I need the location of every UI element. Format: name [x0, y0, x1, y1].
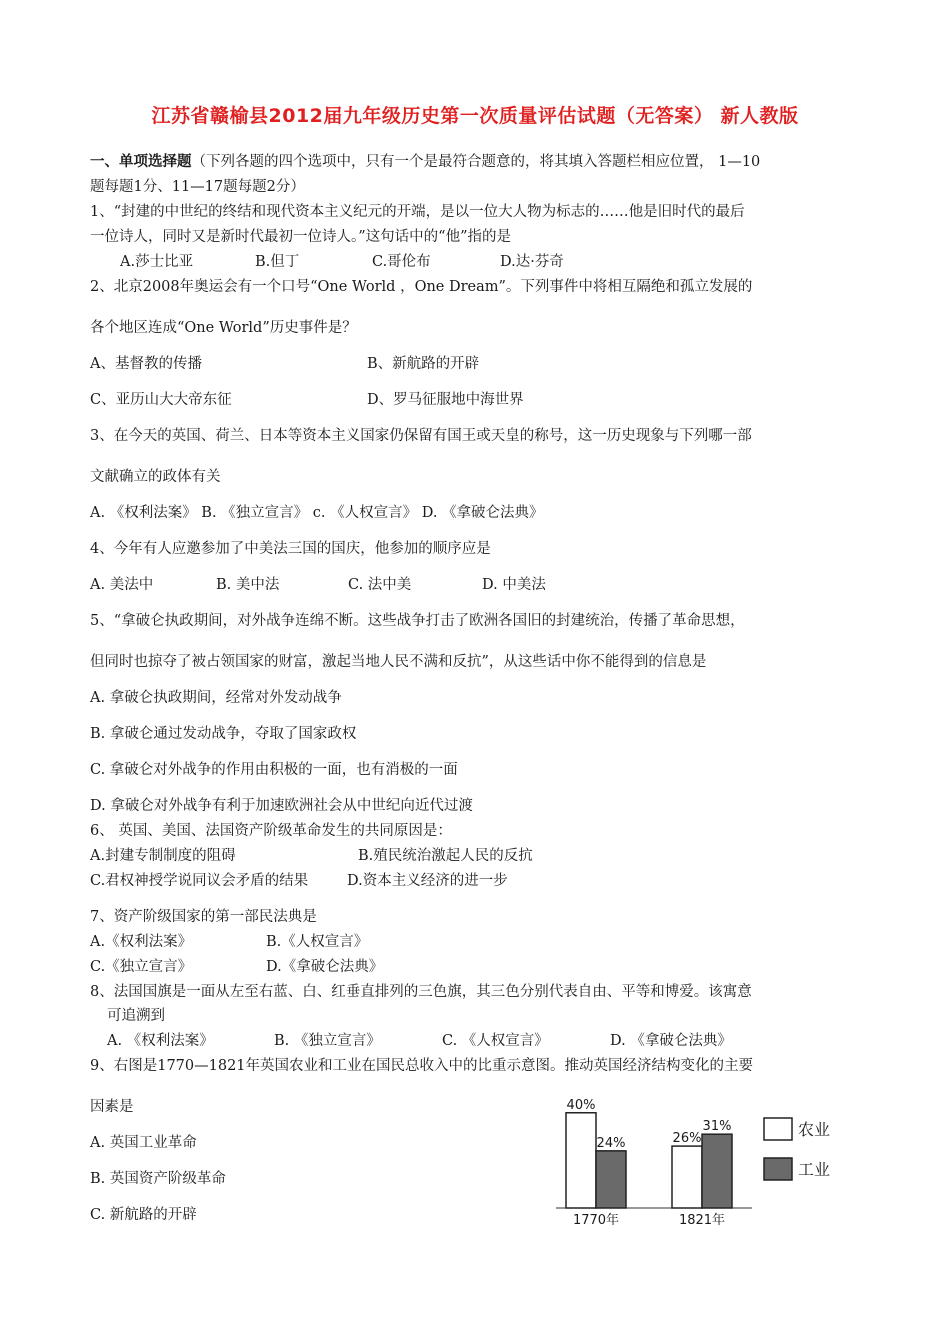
legend-label: 工业: [798, 1160, 830, 1179]
question-8-line-1: 8、法国国旗是一面从左至右蓝、白、红垂直排列的三色旗，其三色分别代表自由、平等和博爱。该寓意: [90, 984, 752, 1000]
bar-chart-svg: [552, 1096, 830, 1228]
question-6-line-1: 6、 英国、美国、法国资产阶级革命发生的共同原因是：: [90, 823, 452, 839]
category-label: 1821年: [678, 1213, 726, 1228]
question-3-line-2: 文献确立的政体有关: [90, 469, 221, 485]
option-d[interactable]: D. 中美法: [482, 577, 546, 593]
option-b[interactable]: B.殖民统治激起人民的反抗: [358, 848, 533, 864]
legend-swatch-industry: [764, 1158, 792, 1180]
question-2-line-1: 2、北京2008年奥运会有一个口号“One World ，One Dream”。下列事件中将相互隔绝和孤立发展的: [90, 279, 753, 295]
option-a[interactable]: A. 美法中: [90, 577, 154, 593]
section-heading: 一、单项选择题: [90, 154, 192, 170]
option-c[interactable]: C、亚历山大大帝东征: [90, 392, 232, 408]
data-label: 24%: [596, 1135, 626, 1151]
question-7-line-1: 7、资产阶级国家的第一部民法典是: [90, 909, 317, 925]
question-9-option-c[interactable]: C. 新航路的开辟: [90, 1207, 197, 1223]
bar-agriculture-1: [672, 1146, 702, 1208]
question-9-option-b[interactable]: B. 英国资产阶级革命: [90, 1171, 226, 1187]
question-8-line-2: 可追溯到: [107, 1008, 165, 1024]
category-label: 1770年: [572, 1213, 620, 1228]
option-d[interactable]: D. 《拿破仑法典》: [610, 1033, 732, 1049]
option-a[interactable]: A、基督教的传播: [90, 356, 202, 372]
section-instruction: [90, 153, 760, 171]
bar-industry-1: [702, 1134, 732, 1208]
option-b[interactable]: B.《人权宣言》: [266, 934, 369, 950]
option-d[interactable]: D.《拿破仑法典》: [266, 959, 384, 975]
option-c[interactable]: C.君权神授学说同议会矛盾的结果: [90, 873, 309, 889]
question-5-option-d[interactable]: D. 拿破仑对外战争有利于加速欧洲社会从中世纪向近代过渡: [90, 798, 473, 814]
economy-share-chart: [552, 1096, 830, 1228]
option-d[interactable]: D、罗马征服地中海世界: [367, 392, 524, 408]
data-label: 31%: [702, 1119, 732, 1135]
option-d[interactable]: D.资本主义经济的进一步: [347, 873, 508, 889]
bar-agriculture-0: [566, 1113, 596, 1208]
bar-industry-0: [596, 1151, 626, 1208]
instruction-text: （下列各题的四个选项中，只有一个是最符合题意的，将其填入答题栏相应位置， 1—10: [191, 154, 761, 170]
option-a[interactable]: A.《权利法案》: [90, 934, 193, 950]
option-a[interactable]: A.莎士比亚: [120, 254, 194, 270]
question-5-option-c[interactable]: C. 拿破仑对外战争的作用由积极的一面，也有消极的一面: [90, 762, 458, 778]
question-9-option-a[interactable]: A. 英国工业革命: [90, 1135, 197, 1151]
data-label: 26%: [672, 1131, 702, 1147]
legend-label: 农业: [798, 1120, 830, 1139]
option-c[interactable]: C.哥伦布: [372, 254, 431, 270]
data-label: 40%: [566, 1097, 596, 1113]
option-c[interactable]: C.《独立宣言》: [90, 959, 193, 975]
option-c[interactable]: C. 《人权宣言》: [442, 1033, 549, 1049]
option-d[interactable]: D.达·芬奇: [500, 254, 564, 270]
question-9-line-2: 因素是: [90, 1099, 134, 1115]
question-1-line-1: 1、“封建的中世纪的终结和现代资本主义纪元的开端，是以一位大人物为标志的……他是旧时代的最后: [90, 204, 745, 220]
question-5-line-1: 5、“拿破仑执政期间，对外战争连绵不断。这些战争打击了欧洲各国旧的封建统治，传播了革命思想，: [90, 613, 745, 629]
option-b[interactable]: B. 美中法: [216, 577, 280, 593]
question-9-line-1: 9、右图是1770—1821年英国农业和工业在国民总收入中的比重示意图。推动英国经济结构变化的主要: [90, 1058, 754, 1074]
question-3-options[interactable]: A. 《权利法案》 B. 《独立宣言》 c. 《人权宣言》 D. 《拿破仑法典》: [90, 505, 544, 521]
question-4-line-1: 4、今年有人应邀参加了中美法三国的国庆，他参加的顺序应是: [90, 541, 491, 557]
document-title: 江苏省赣榆县2012届九年级历史第一次质量评估试题（无答案） 新人教版: [151, 105, 799, 127]
question-1-line-2: 一位诗人，同时又是新时代最初一位诗人。”这句话中的“他”指的是: [90, 229, 511, 245]
instruction-line-2: 题每题1分、11—17题每题2分）: [90, 179, 305, 195]
question-2-line-2: 各个地区连成“One World”历史事件是？: [90, 320, 357, 336]
option-b[interactable]: B. 《独立宣言》: [274, 1033, 381, 1049]
question-5-option-b[interactable]: B. 拿破仑通过发动战争，夺取了国家政权: [90, 726, 357, 742]
question-3-line-1: 3、在今天的英国、荷兰、日本等资本主义国家仍保留有国王或天皇的称号，这一历史现象与下列哪一部: [90, 428, 752, 444]
option-a[interactable]: A.封建专制制度的阻碍: [90, 848, 236, 864]
option-a[interactable]: A. 《权利法案》: [107, 1033, 214, 1049]
option-b[interactable]: B.但丁: [255, 254, 300, 270]
question-5-line-2: 但同时也掠夺了被占领国家的财富，激起当地人民不满和反抗”，从这些话中你不能得到的信息是: [90, 654, 707, 670]
option-c[interactable]: C. 法中美: [348, 577, 412, 593]
option-b[interactable]: B、新航路的开辟: [367, 356, 480, 372]
legend-swatch-agriculture: [764, 1118, 792, 1140]
question-5-option-a[interactable]: A. 拿破仑执政期间，经常对外发动战争: [90, 690, 342, 706]
